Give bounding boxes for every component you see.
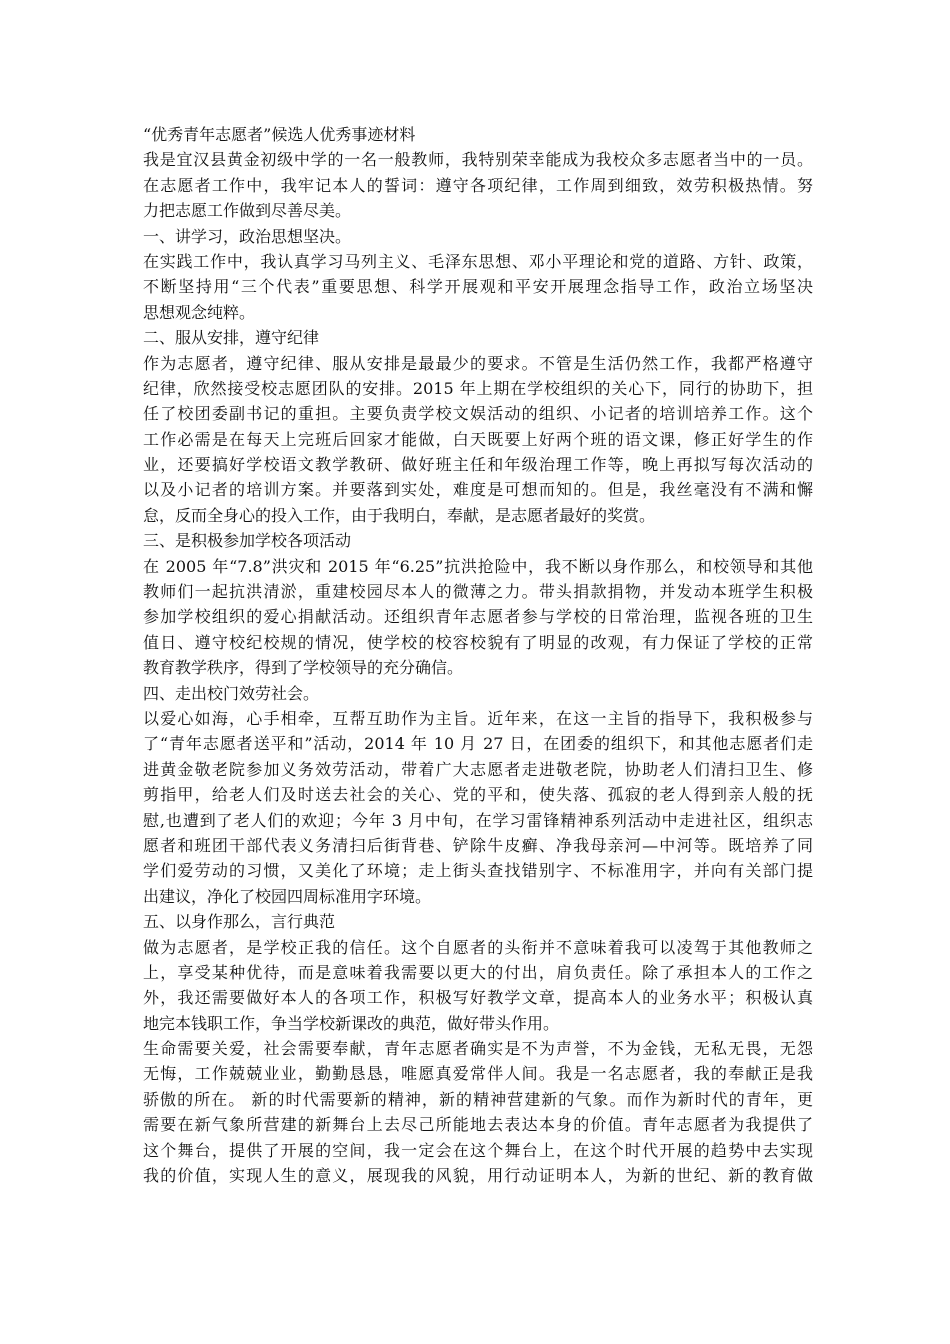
text-line: 不断坚持用“三个代表”重要思想、科学开展观和平安开展理念指导工作，政治立场坚决 xyxy=(143,277,813,297)
text-line: 业，还要搞好学校语文教学教研、做好班主任和年级治理工作等，晚上再拟写每次活动的 xyxy=(143,455,813,475)
text-line: 教育教学秩序，得到了学校领导的充分确信。 xyxy=(143,658,464,678)
text-line: 上，享受某种优待，而是意味着我需要以更大的付出，肩负责任。除了承担本人的工作之 xyxy=(143,962,813,982)
text-line: 需要在新气象所营建的新舞台上去尽己所能地去表达本身的价值。青年志愿者为我提供了 xyxy=(143,1115,813,1135)
text-line: 工作必需是在每天上完班后回家才能做，白天既要上好两个班的语文课，修正好学生的作 xyxy=(143,429,813,449)
text-line: 在志愿者工作中，我牢记本人的誓词：遵守各项纪律，工作周到细致，效劳积极热情。努 xyxy=(143,175,813,195)
text-line: 我的价值，实现人生的意义，展现我的风貌，用行动证明本人，为新的世纪、新的教育做 xyxy=(143,1166,813,1186)
section-heading: 一、讲学习，政治思想坚决。 xyxy=(143,226,352,246)
text-line: 作为志愿者，遵守纪律、服从安排是最最少的要求。不管是生活仍然工作，我都严格遵守 xyxy=(143,353,813,373)
text-line: 在 2005 年“7.8”洪灾和 2015 年“6.25”抗洪抢险中，我不断以身作那么，和校领导和其他 xyxy=(143,556,813,576)
text-line: 骄傲的所在。 新的时代需要新的精神，新的精神营建新的气象。而作为新时代的青年，更 xyxy=(143,1089,813,1109)
text-line: 在实践工作中，我认真学习马列主义、毛泽东思想、邓小平理论和党的道路、方针、政策， xyxy=(143,251,813,271)
text-line: 任了校团委副书记的重担。主要负责学校文娱活动的组织、小记者的培训培养工作。这个 xyxy=(143,404,813,424)
text-line: 生命需要关爱，社会需要奉献，青年志愿者确实是不为声誉，不为金钱，无私无畏，无怨 xyxy=(143,1039,813,1059)
text-line: 这个舞台，提供了开展的空间，我一定会在这个舞台上，在这个时代开展的趋势中去实现 xyxy=(143,1140,813,1160)
text-line: 学们爱劳动的习惯，又美化了环境；走上街头查找错别字、不标准用字，并向有关部门提 xyxy=(143,861,813,881)
text-line: 怠，反而全身心的投入工作，由于我明白，奉献，是志愿者最好的奖赏。 xyxy=(143,505,656,525)
text-line: 以及小记者的培训方案。并要落到实处，难度是可想而知的。但是，我丝毫没有不满和懈 xyxy=(143,480,813,500)
text-line: 剪指甲，给老人们及时送去社会的关心、党的平和，使失落、孤寂的老人得到亲人般的抚 xyxy=(143,785,813,805)
text-line: 参加学校组织的爱心捐献活动。还组织青年志愿者参与学校的日常治理，监视各班的卫生 xyxy=(143,607,813,627)
section-heading: 五、以身作那么，言行典范 xyxy=(143,912,336,932)
text-line: 慰,也遭到了老人们的欢迎；今年 3 月中旬，在学习雷锋精神系列活动中走进社区，组织志 xyxy=(143,810,813,830)
text-line: 做为志愿者，是学校正我的信任。这个自愿者的头衔并不意味着我可以凌驾于其他教师之 xyxy=(143,937,813,957)
text-line: 了“青年志愿者送平和”活动，2014 年 10 月 27 日，在团委的组织下，和其他志愿者们走 xyxy=(143,734,813,754)
text-line: 我是宜汉县黄金初级中学的一名一般教师，我特别荣幸能成为我校众多志愿者当中的一员。 xyxy=(143,150,813,170)
section-heading: 二、服从安排，遵守纪律 xyxy=(143,328,320,348)
text-line: 纪律，欣然接受校志愿团队的安排。2015 年上期在学校组织的关心下，同行的协助下，担 xyxy=(143,378,813,398)
text-line: 愿者和班团干部代表义务清扫后街背巷、铲除牛皮癣、净我母亲河—中河等。既培养了同 xyxy=(143,835,813,855)
text-line: 值日、遵守校纪校规的情况，使学校的校容校貌有了明显的改观，有力保证了学校的正常 xyxy=(143,632,813,652)
text-line: 教师们一起抗洪清淤，重建校园尽本人的微薄之力。带头捐款捐物，并发动本班学生积极 xyxy=(143,582,813,602)
text-line: 力把志愿工作做到尽善尽美。 xyxy=(143,201,352,221)
text-line: 思想观念纯粹。 xyxy=(143,302,256,322)
text-line: 进黄金敬老院参加义务效劳活动，带着广大志愿者走进敬老院，协助老人们清扫卫生、修 xyxy=(143,759,813,779)
document-title: “优秀青年志愿者”候选人优秀事迹材料 xyxy=(143,125,416,144)
text-line: 地完本钱职工作，争当学校新课改的典范，做好带头作用。 xyxy=(143,1013,560,1033)
section-heading: 四、走出校门效劳社会。 xyxy=(143,683,320,703)
document-body xyxy=(143,122,813,1188)
section-heading: 三、是积极参加学校各项活动 xyxy=(143,531,352,551)
text-line: 以爱心如海，心手相牵，互帮互助作为主旨。近年来，在这一主旨的指导下，我积极参与 xyxy=(143,708,813,728)
text-line: 无悔，工作兢兢业业，勤勤恳恳，唯愿真爱常伴人间。我是一名志愿者，我的奉献正是我 xyxy=(143,1064,813,1084)
text-line: 外，我还需要做好本人的各项工作，积极写好教学文章，提高本人的业务水平；积极认真 xyxy=(143,988,813,1008)
text-line: 出建议，净化了校园四周标准用字环境。 xyxy=(143,886,432,906)
